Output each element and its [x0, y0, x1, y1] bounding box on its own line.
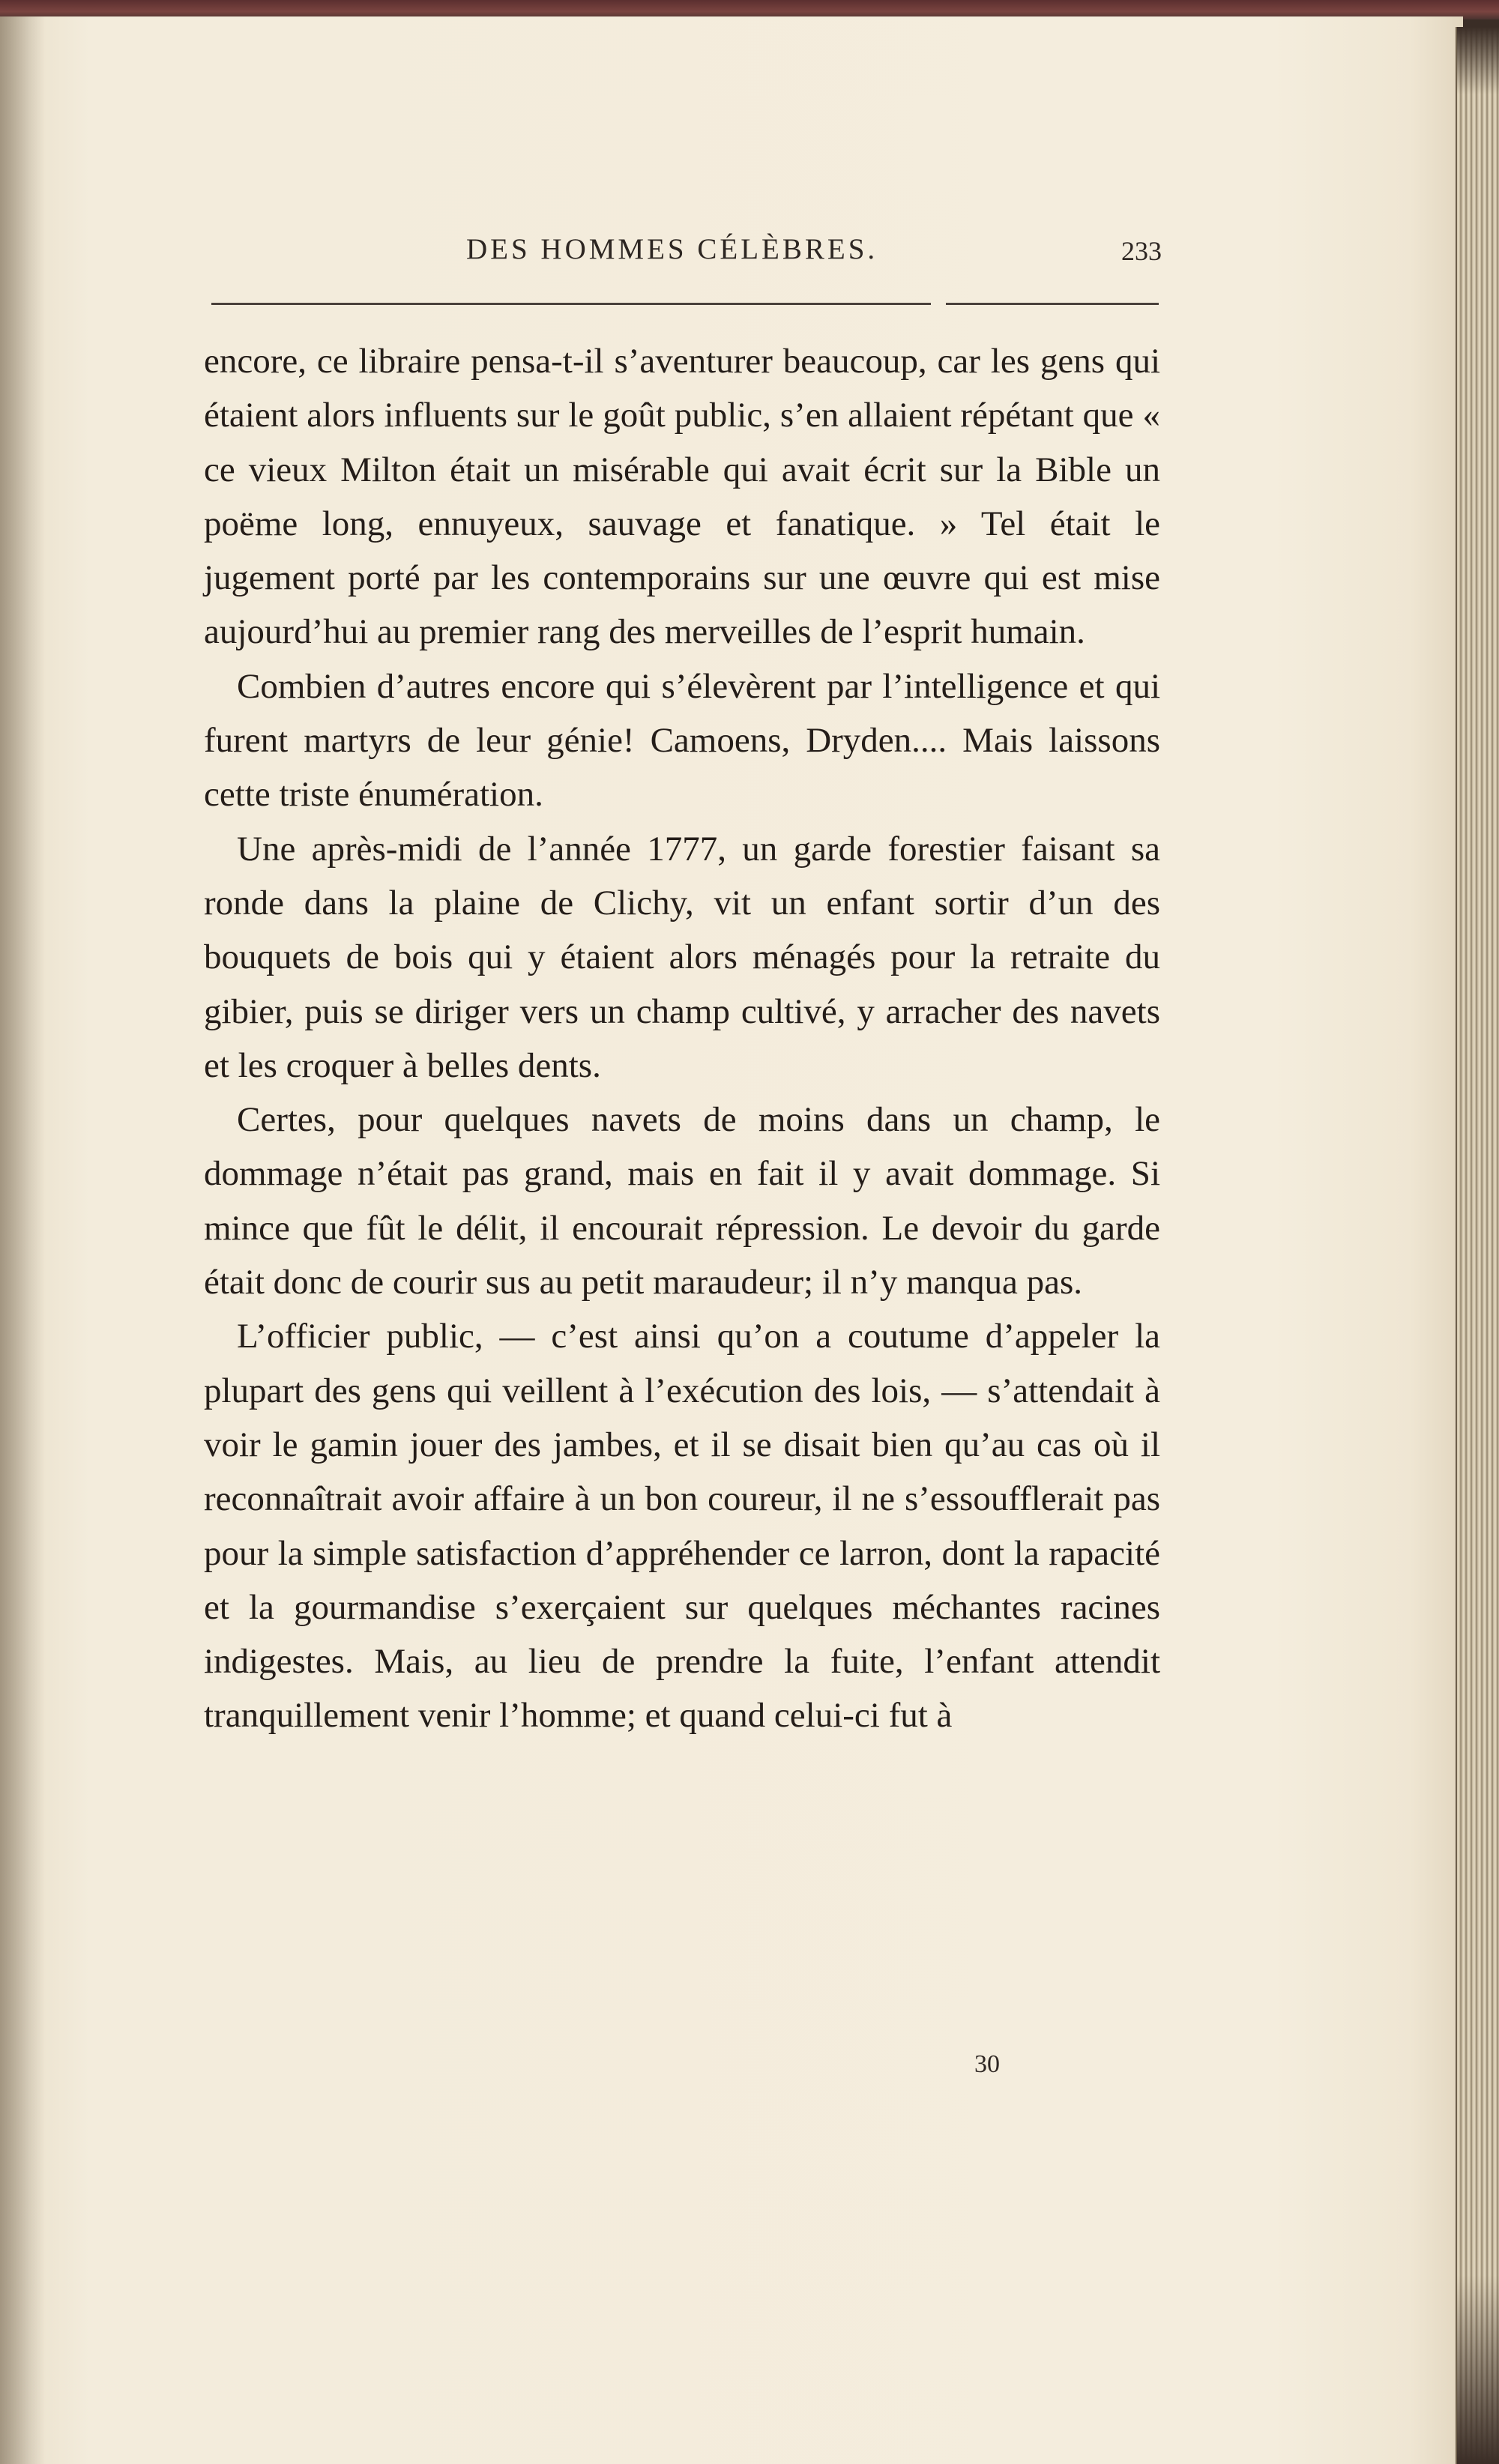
running-header — [204, 226, 1162, 271]
signature-mark: 30 — [974, 2050, 1000, 2078]
paragraph: L’officier public, — c’est ainsi qu’on a coutume d’appeler la plupart des gens qui veillent à l’exécution des lois, — s’attendait à voir le gamin jouer des jambes, et il se disait bien qu’au cas où il reconnaîtrait avoir affaire à un bon coureur, il ne s’essoufflerait pas pour la simple satisfaction d’appréhender ce larron, dont la rapacité et la gourmandise s’exerçaient sur quelques méchantes racines indigestes. Mais, au lieu de prendre la fuite, l’enfant attendit tranquillement venir l’homme; et quand celui-ci fut à — [204, 1317, 1160, 1736]
running-title: DES HOMMES CÉLÈBRES. — [466, 233, 878, 265]
header-rule — [211, 303, 931, 305]
header-rule-right — [946, 303, 1159, 305]
body-text — [204, 334, 1160, 1743]
paragraph: Combien d’autres encore qui s’élevèrent par l’intelligence et qui furent martyrs de leur génie! Camoens, Dryden.... Mais laissons cette triste énumération. — [204, 666, 1160, 815]
paragraph: encore, ce libraire pensa-t-il s’aventurer beaucoup, car les gens qui étaient alors influents sur le goût public, s’en allaient répétant que « ce vieux Milton était un misérable qui avait écrit sur la Bible un poëme long, ennuyeux, sauvage et fanatique. » Tel était le jugement porté par les contemporains sur une œuvre qui est mise aujourd’hui au premier rang des merveilles de l’esprit humain. — [204, 342, 1160, 652]
paragraph: Une après-midi de l’année 1777, un garde forestier faisant sa ronde dans la plaine de Clichy, vit un enfant sortir d’un des bouquets de bois qui y étaient alors ménagés pour la retraite du gibier, puis se diriger vers un champ cultivé, y arracher des navets et les croquer à belles dents. — [204, 829, 1160, 1085]
page-edges — [1456, 27, 1499, 2464]
paragraph: Certes, pour quelques navets de moins dans un champ, le dommage n’était pas grand, mais en fait il y avait dommage. Si mince que fût le délit, il encourait répression. Le devoir du garde était donc de courir sus au petit maraudeur; il n’y manqua pas. — [204, 1100, 1160, 1302]
page-number: 233 — [1121, 236, 1162, 266]
gutter-shadow — [0, 16, 45, 2464]
